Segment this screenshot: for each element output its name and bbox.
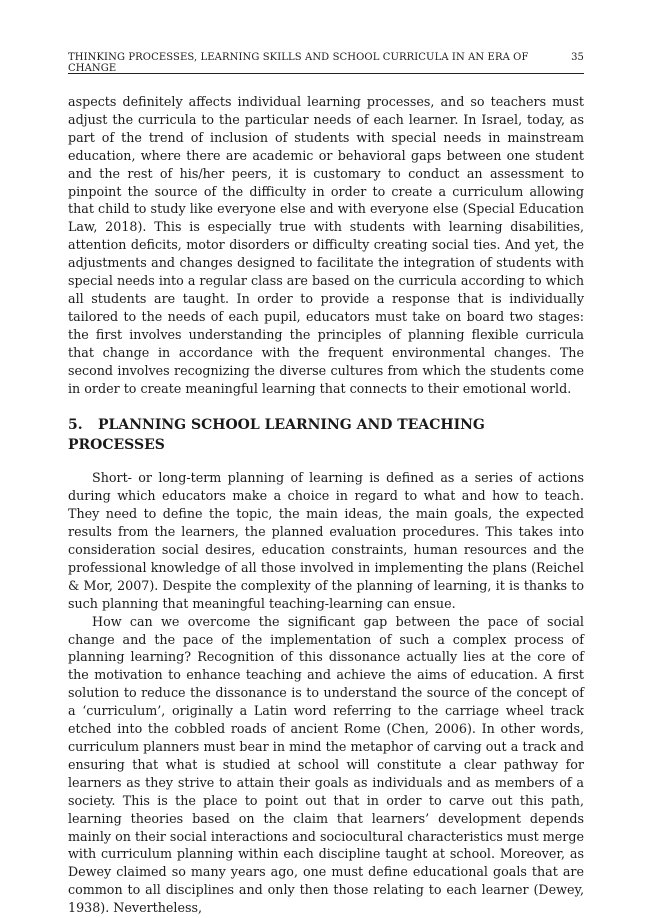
body-text	[68, 93, 584, 917]
paragraph: Short- or long-term planning of learning is defined as a series of actions during which educators make a choice in regard to what and how to teach. They need to define the topic, the main ideas, the main goals, the expected results from the learners, the planned evaluation procedures. This takes into consideration social desires, education constraints, human resources and the professional knowledge of all those involved in implementing the plans (Reichel & Mor, 2007). Despite the complexity of the planning of learning, it is thanks to such planning that meaningful teaching-learning can ensue.	[68, 470, 584, 611]
paragraph: How can we overcome the significant gap between the pace of social change and the pace of the implementation of such a complex process of planning learning? Recognition of this dissonance actually lies at the core of the motivation to enhance teaching and achieve the aims of education. A first solution to reduce the dissonance is to understand the source of the concept of a ‘curriculum’, originally a Latin word referring to the carriage wheel track etched into the cobbled roads of ancient Rome (Chen, 2006). In other words, curriculum planners must bear in mind the metaphor of carving out a track and ensuring that what is studied at school will constitute a clear pathway for learners as they strive to attain their goals as individuals and as members of a society. This is the place to point out that in order to carve out this path, learning theories based on the claim that learners’ development depends mainly on their social interactions and sociocultural characteristics must merge with curriculum planning within each discipline taught at school. Moreover, as Dewey claimed so many years ago, one must define educational goals that are common to all disciplines and only then those relating to each learner (Dewey, 1938). Nevertheless,	[68, 613, 584, 916]
section-number: 5.	[68, 417, 83, 434]
continuation-paragraph: aspects definitely affects individual learning processes, and so teachers must adjust the curricula to the particular needs of each learner. In Israel, today, as part of the trend of inclusion of students with special needs in mainstream education, where there are academic or behavioral gaps between one student and the rest of his/her peers, it is customary to conduct an assessment to pinpoint the source of the difficulty in order to create a curriculum allowing that child to study like everyone else and with everyone else (Special Education Law, 2018). This is especially true with students with learning disabilities, attention deficits, motor disorders or difficulty creating social ties. And yet, the adjustments and changes designed to facilitate the integration of students with special needs into a regular class are based on the curricula according to which all students are taught. In order to provide a response that is individually tailored to the needs of each pupil, educators must take on board two stages: the first involves understanding the principles of planning flexible curricula that change in accordance with the frequent environmental changes. The second involves recognizing the diverse cultures from which the students come in order to create meaningful learning that connects to their emotional world.	[68, 94, 584, 396]
running-header	[68, 52, 584, 74]
page-number: 35	[571, 52, 584, 63]
header-rule	[68, 73, 584, 74]
running-head-title: THINKING PROCESSES, LEARNING SKILLS AND SCHOOL CURRICULA IN AN ERA OF CHANGE	[68, 52, 529, 74]
section-title: PLANNING SCHOOL LEARNING AND TEACHING PROCESSES	[68, 417, 485, 454]
section-heading	[68, 415, 584, 455]
